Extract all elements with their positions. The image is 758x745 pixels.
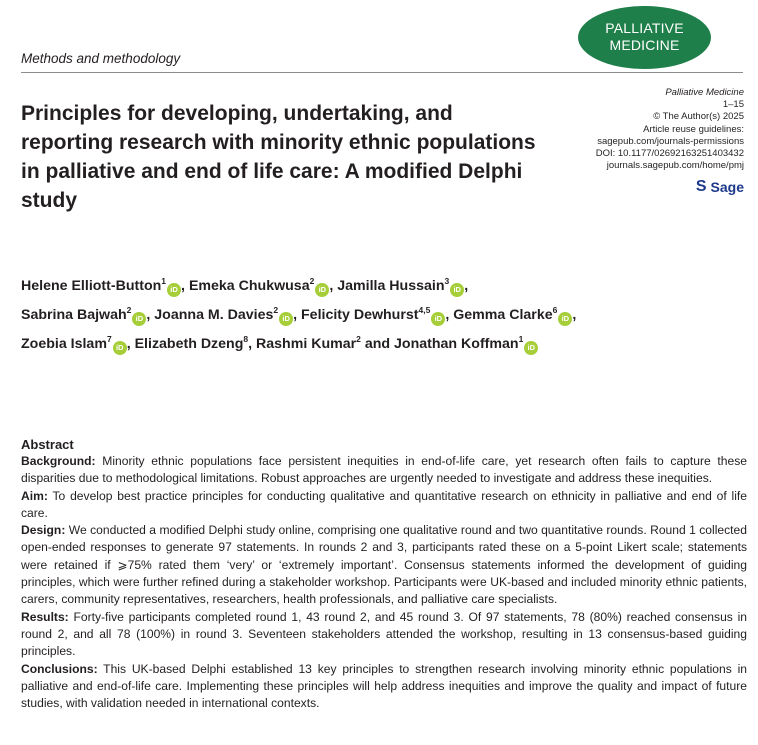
abstract-section-text: Forty-five participants completed round 1, 43 round 2, and 45 round 3. Of 97 statements, 78 (80%) reached consensus in round 2, and all 78 (100%) in round 3. Seventeen stakeholders attended the workshop, resulting in 13 consensus-based guiding principles. (21, 609, 747, 659)
author-name: Jamilla Hussain (337, 278, 445, 294)
abstract-section-label: Conclusions: (21, 661, 98, 676)
author-name: Felicity Dewhurst (301, 307, 419, 323)
reuse-label: Article reuse guidelines: (643, 123, 744, 135)
author-separator: , (464, 278, 469, 294)
author-separator: , (329, 278, 334, 294)
author (21, 307, 150, 323)
orcid-icon[interactable]: iD (315, 283, 329, 297)
publisher-name: Sage (710, 179, 744, 195)
author (365, 336, 538, 352)
author-separator: , (572, 307, 577, 323)
article-metadata (524, 87, 744, 172)
abstract-section-label: Background: (21, 454, 96, 468)
article-title: Principles for developing, undertaking, and reporting research with minority ethnic populations in palliative and end of life care: A modified Delphi study (21, 102, 536, 212)
abstract-section-label: Aim: (21, 488, 48, 503)
abstract-section-label: Design: (21, 523, 66, 538)
abstract-section (21, 609, 747, 661)
author-name: Emeka Chukwusa (188, 278, 310, 294)
copyright: © The Author(s) 2025 (653, 111, 744, 123)
author (154, 307, 297, 323)
journal-logo (578, 6, 711, 69)
author-affiliation: 2 (309, 276, 315, 286)
author-name: Zoebia Islam (21, 336, 107, 352)
abstract-section-label: Results: (21, 609, 69, 624)
author-name: Sabrina Bajwah (21, 307, 127, 323)
author-name: and Jonathan Koffman (364, 336, 519, 352)
author-list (21, 269, 581, 356)
abstract-section (21, 522, 747, 608)
author-affiliation: 4,5 (418, 305, 431, 315)
author-affiliation: 1 (518, 334, 524, 344)
orcid-icon[interactable]: iD (558, 312, 572, 326)
author (256, 336, 361, 352)
sage-icon: S (695, 178, 707, 195)
abstract-section-text: We conducted a modified Delphi study online, comprising one qualitative round and two quantitative rounds. Round 1 collected open-ended responses to generate 97 statements. In rounds 2 and 3, participants rated these on a 5-point Likert scale; statements were retained if ⩾75% rated them ‘very’ or ‘extremely important’. Consensus statements informed the development of guiding principles, which were further refined during a stakeholder workshop. Participants were UK-based and included minority ethnic patients, carers, community representatives, researchers, health professionals, and palliative care specialists. (21, 523, 747, 607)
author-separator: , (248, 336, 253, 352)
author-separator: , (445, 307, 450, 323)
author-affiliation: 2 (356, 334, 361, 344)
author (453, 307, 576, 323)
author (135, 336, 252, 352)
author (21, 278, 185, 294)
reuse-link[interactable]: sagepub.com/journals-permissions (597, 135, 744, 147)
author-name: Helene Elliott-Button (21, 278, 162, 294)
abstract-section (21, 661, 747, 713)
author-name: Joanna M. Davies (154, 307, 274, 323)
author (337, 278, 468, 294)
author-affiliation: 6 (552, 305, 558, 315)
journal-name: Palliative Medicine (665, 87, 744, 98)
abstract-body (21, 453, 747, 712)
logo-line-1: PALLIATIVE (605, 20, 684, 36)
abstract-heading: Abstract (21, 437, 74, 452)
author-affiliation: 8 (243, 334, 249, 344)
abstract-section (21, 453, 747, 488)
abstract-section-text: This UK-based Delphi established 13 key principles to strengthen research involving minority ethnic populations in palliative and end-of-life care. Implementing these principles will help address inequities and improve the quality and impact of future studies, with validation needed in international contexts. (21, 661, 747, 711)
orcid-icon[interactable]: iD (431, 312, 445, 326)
abstract (21, 436, 747, 712)
author-separator: , (146, 307, 151, 323)
author-affiliation: 3 (444, 276, 450, 286)
orcid-icon[interactable]: iD (167, 283, 181, 297)
author-name: Elizabeth Dzeng (134, 336, 244, 352)
publisher-logo (696, 178, 744, 196)
author (21, 336, 131, 352)
doi[interactable]: DOI: 10.1177/02692163251403432 (595, 148, 744, 160)
author (301, 307, 449, 323)
orcid-icon[interactable]: iD (524, 341, 538, 355)
orcid-icon[interactable]: iD (113, 341, 127, 355)
author (189, 278, 333, 294)
author-name: Rashmi Kumar (256, 336, 357, 352)
abstract-section-text: To develop best practice principles for conducting qualitative and quantitative research on ethnicity in palliative and end of life care. (21, 488, 747, 520)
abstract-section (21, 488, 747, 523)
abstract-section-text: Minority ethnic populations face persistent inequities in end-of-life care, yet research often fails to capture these disparities due to methodological limitations. Robust approaches are urgently needed to investigate and address these inequities. (21, 454, 747, 486)
author-separator: , (126, 336, 131, 352)
author-separator: , (293, 307, 298, 323)
author-affiliation: 1 (161, 276, 167, 286)
section-label: Methods and methodology (21, 51, 181, 66)
logo-line-2: MEDICINE (609, 37, 680, 53)
author-separator: , (181, 278, 185, 294)
orcid-icon[interactable]: iD (279, 312, 293, 326)
author-affiliation: 2 (126, 305, 132, 315)
author-affiliation: 7 (106, 334, 112, 344)
journal-link[interactable]: journals.sagepub.com/home/pmj (606, 160, 744, 172)
page-range: 1–15 (722, 99, 744, 111)
header-divider (21, 72, 743, 73)
orcid-icon[interactable]: iD (450, 283, 464, 297)
author-affiliation: 2 (273, 305, 279, 315)
orcid-icon[interactable]: iD (132, 312, 146, 326)
author-name: Gemma Clarke (453, 307, 553, 323)
